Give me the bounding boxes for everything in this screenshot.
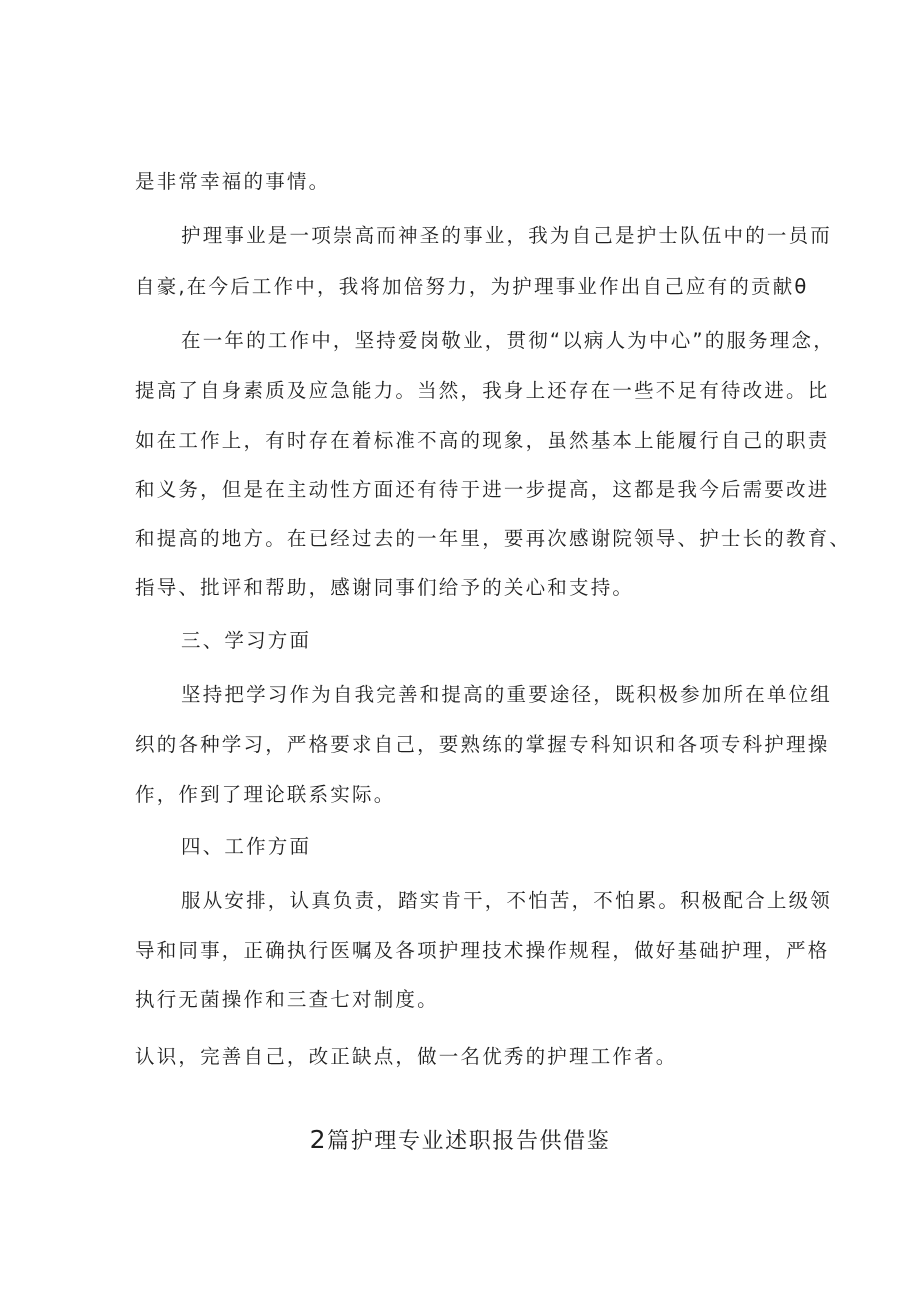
- paragraph-line: 服从安排，认真负责，踏实肯干，不怕苦，不怕累。积极配合上级领: [181, 889, 833, 912]
- paragraph-line: 自豪,在今后工作中，我将加倍努力，为护理事业作出自己应有的贡献θ: [135, 275, 809, 298]
- section-heading-study: 三、学习方面: [181, 629, 312, 652]
- paragraph-line: 作，作到了理论联系实际。: [135, 783, 396, 806]
- title-text: 篇护理专业述职报告供借鉴: [327, 1129, 611, 1154]
- paragraph-line: 在一年的工作中，坚持爱岗敬业，贯彻“以病人为中心”的服务理念，: [181, 329, 835, 352]
- paragraph-line: 坚持把学习作为自我完善和提高的重要途径，既积极参加所在单位组: [181, 683, 833, 706]
- paragraph-line: 护理事业是一项崇高而神圣的事业，我为自己是护士队伍中的一员而: [181, 224, 833, 247]
- paragraph-line: 提高了自身素质及应急能力。当然，我身上还存在一些不足有待改进。比: [135, 379, 830, 402]
- title-number: 2: [309, 1125, 328, 1154]
- document-title: [0, 1125, 920, 1157]
- paragraph-line: 和义务，但是在主动性方面还有待于进一步提高，这都是我今后需要改进: [135, 478, 830, 501]
- paragraph-line: 执行无菌操作和三查七对制度。: [135, 988, 439, 1011]
- paragraph-line: 指导、批评和帮助，感谢同事们给予的关心和支持。: [135, 576, 635, 599]
- paragraph-line: 如在工作上，有时存在着标准不高的现象，虽然基本上能履行自己的职责: [135, 429, 830, 452]
- paragraph-line: 织的各种学习，严格要求自己，要熟练的掌握专科知识和各项专科护理操: [135, 733, 830, 756]
- paragraph-line: 是非常幸福的事情。: [135, 170, 331, 193]
- paragraph-line: 和提高的地方。在已经过去的一年里，要再次感谢院领导、护士长的教育、: [135, 527, 852, 550]
- paragraph-line: 认识，完善自己，改正缺点，做一名优秀的护理工作者。: [135, 1045, 678, 1068]
- paragraph-line: 导和同事，正确执行医嘱及各项护理技术操作规程，做好基础护理，严格: [135, 939, 830, 962]
- section-heading-work: 四、工作方面: [181, 835, 312, 858]
